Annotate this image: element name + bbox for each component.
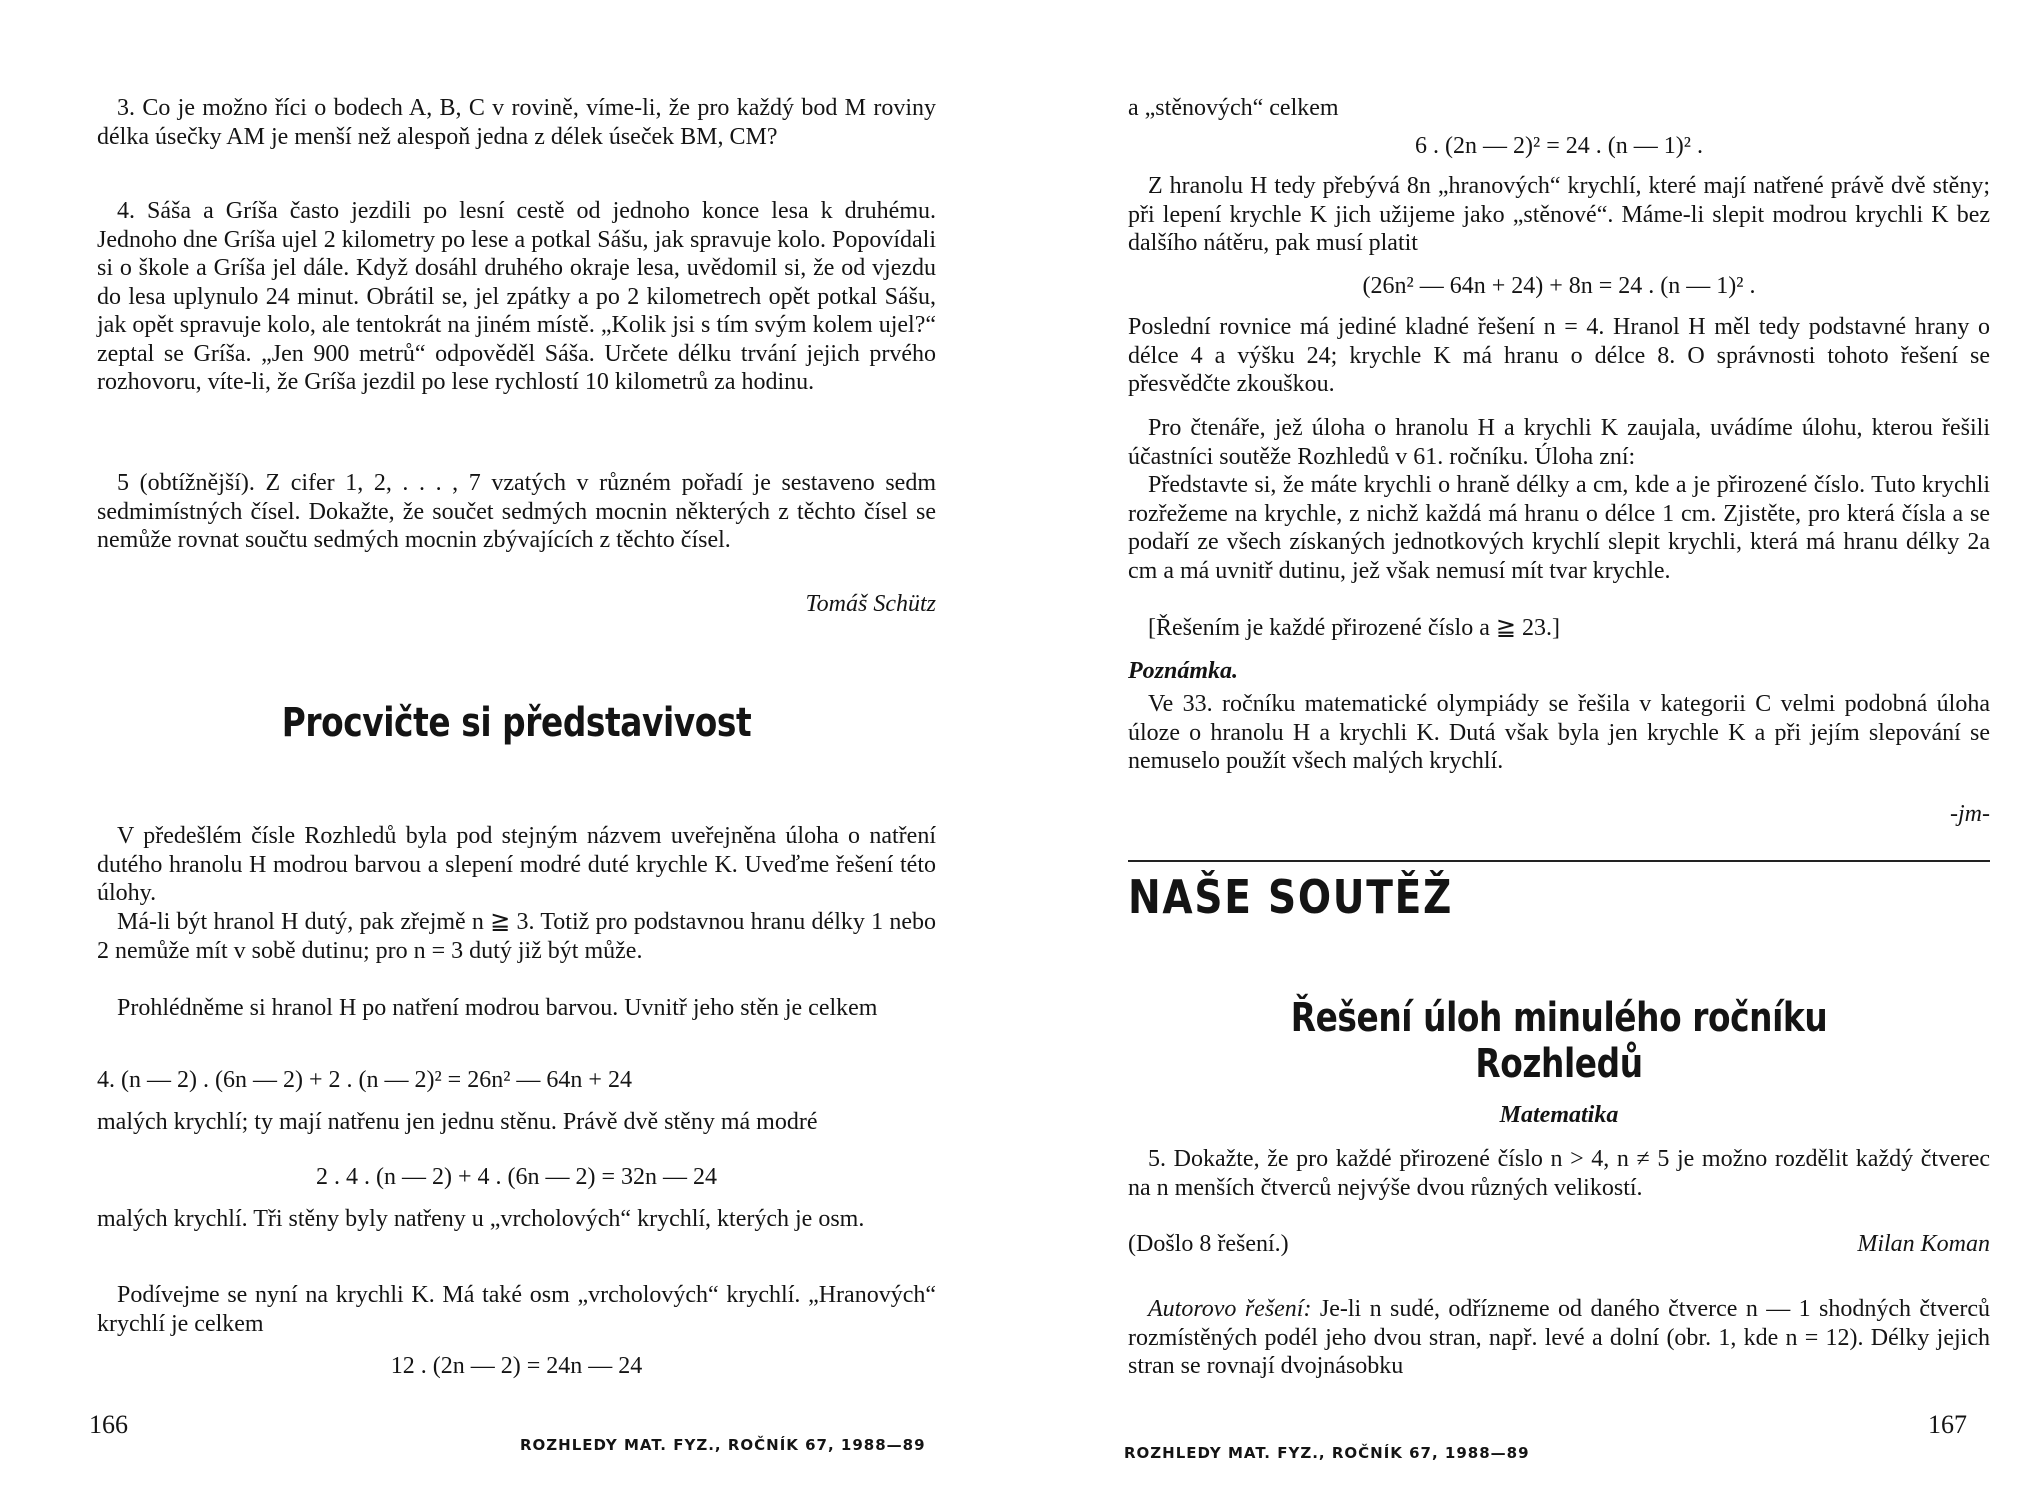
section-rule — [1128, 860, 1990, 862]
paragraph-for-readers: Pro čtenáře, jež úloha o hranolu H a krychli K zaujala, uvádíme úlohu, kterou řešili účastníci soutěže Rozhledů v 61. ročníku. Úloha zní: — [1128, 415, 1990, 470]
problem-4: 4. Sáša a Gríša často jezdili po lesní cestě od jednoho konce lesa k druhému. Jednoho dne Gríša ujel 2 kilometry po lese a potkal Sášu, jak spravuje kolo. Popovídali si o škole a Gríša jel dále. Když dosáhl druhého okraje lesa, uvědomil si, že od vjezdu do lesa uplynulo 24 minut. Obrátil se, jel zpátky a po 2 kilometrech opět potkal Sášu, jak opět spravuje kolo, ale tentokrát na jiném místě. „Kolik jsi s tím svým kolem ujel?“ zeptal se Gríša. „Jen 900 metrů“ odpověděl Sáša. Určete délku trvání jejich prvého rozhovoru, víte-li, že Gríša jezdil po lese rychlostí 10 kilometrů za hodinu. — [97, 198, 936, 395]
paragraph-vertex: malých krychlí. Tři stěny byly natřeny u „vrcholových“ krychlí, kterých je osm. — [97, 1206, 865, 1232]
solutions-row — [1128, 1230, 1990, 1259]
equation-3: 12 . (2n — 2) = 24n — 24 — [390, 1353, 643, 1379]
problem-author: Tomáš Schütz — [805, 591, 936, 617]
paragraph-one-face: malých krychlí; ty mají natřenu jen jednu stěnu. Právě dvě stěny má modré — [97, 1109, 818, 1135]
paragraph-inspect: Prohlédněme si hranol H po natření modrou barvou. Uvnitř jeho stěn je celkem — [117, 995, 878, 1021]
author-solution-text: Je-li n sudé, odřízneme od daného čtverce n — 1 shodných čtverců rozmístěných podél jeho dvou stran, např. levé a dolní (obr. 1, kde n = 12). Délky jejich stran se rovnají dvojnásobku — [1128, 1296, 1991, 1379]
section-title: Procvičte si představivost — [281, 700, 752, 746]
paragraph-hollow-prism: Má-li být hranol H dutý, pak zřejmě n ≧ 3. Totiž pro podstavnou hranu délky 1 nebo 2 nemůže mít v sobě dutinu; pro n = 3 dutý již být může. — [97, 909, 936, 964]
subject-label: Matematika — [1499, 1102, 1619, 1128]
problem-3: 3. Co je možno říci o bodech A, B, C v rovině, víme-li, že pro každý bod M roviny délka úsečky AM je menší než alespoň jedna z délek úseček BM, CM? — [97, 95, 936, 150]
note-label: Poznámka. — [1128, 658, 1239, 684]
running-footer: ROZHLEDY MAT. FYZ., ROČNÍK 67, 1988—89 — [1124, 1444, 1530, 1462]
problem-5: 5 (obtížnější). Z cifer 1, 2, . . . , 7 vzatých v různém pořadí je sestaveno sedm sedmimístných čísel. Dokažte, že součet sedmých mocnin některých z těchto čísel se nemůže rovnat součtu sedmých mocnin zbývajících z těchto čísel. — [97, 470, 936, 553]
solutions-count: (Došlo 8 řešení.) — [1128, 1231, 1289, 1257]
section-heading: NAŠE SOUTĚŽ — [1128, 870, 1454, 924]
equation-2: 2 . 4 . (n — 2) + 4 . (6n — 2) = 32n — 24 — [315, 1164, 718, 1190]
paragraph-solution: Poslední rovnice má jediné kladné řešení n = 4. Hranol H měl tedy podstavné hrany o délce 4 a výšku 24; krychle K má hranu o délce 8. O správnosti tohoto řešení se přesvědčte zkouškou. — [1128, 314, 1990, 397]
intro-paragraph: V předešlém čísle Rozhledů byla pod stejným názvem uveřejněna úloha o natření dutého hranolu H modrou barvou a slepení modré duté krychle K. Uveďme řešení této úlohy. — [97, 823, 936, 906]
equation-5: (26n² — 64n + 24) + 8n = 24 . (n — 1)² . — [1362, 273, 1756, 299]
equation-4: 6 . (2n — 2)² = 24 . (n — 1)² . — [1415, 133, 1703, 159]
author-solution — [1128, 1295, 1990, 1381]
subsection-title: Řešení úloh minulého ročníku Rozhledů — [1290, 995, 1828, 1087]
problem-author: Milan Koman — [1857, 1231, 1990, 1257]
equation-1: 4. (n — 2) . (6n — 2) + 2 . (n — 2)² = 26n² — 64n + 24 — [97, 1067, 632, 1093]
paragraph-cube-k: Podívejme se nyní na krychli K. Má také osm „vrcholových“ krychlí. „Hranových“ krychlí je celkem — [97, 1282, 936, 1337]
paragraph-answer: [Řešením je každé přirozené číslo a ≧ 23.] — [1148, 615, 1560, 641]
running-footer: ROZHLEDY MAT. FYZ., ROČNÍK 67, 1988—89 — [520, 1436, 926, 1454]
page-number: 166 — [89, 1410, 128, 1439]
page-number: 167 — [1928, 1410, 1967, 1439]
author-solution-label: Autorovo řešení: — [1148, 1296, 1312, 1322]
paragraph-surplus: Z hranolu H tedy přebývá 8n „hranových“ krychlí, které mají natřené právě dvě stěny; při lepení krychle K jich užijeme jako „stěnové“. Máme-li slepit modrou krychli K bez dalšího nátěru, pak musí platit — [1128, 173, 1990, 256]
paragraph-note: Ve 33. ročníku matematické olympiády se řešila v kategorii C velmi podobná úloha úloze o hranolu H a krychli K. Dutá však byla jen krychle K a při jejím slepování se nemuselo použít všech malých krychlí. — [1128, 691, 1990, 774]
right-page — [1020, 0, 2040, 1501]
paragraph-face-cubes: a „stěnových“ celkem — [1128, 95, 1339, 121]
paragraph-problem-statement: Představte si, že máte krychli o hraně délky a cm, kde a je přirozené číslo. Tuto krychli rozřežeme na krychle, z nichž každá má hranu o délce 1 cm. Zjistěte, pro která čísla a se podaří ze všech získaných jednotkových krychlí slepit krychli, která má hranu délky 2a cm a má uvnitř dutinu, jež však nemusí mít tvar krychle. — [1128, 472, 1990, 584]
problem-5-statement: 5. Dokažte, že pro každé přirozené číslo n > 4, n ≠ 5 je možno rozdělit každý čtverec na n menších čtverců nejvýše dvou různých velikostí. — [1128, 1146, 1990, 1201]
signature: -jm- — [1950, 801, 1990, 827]
